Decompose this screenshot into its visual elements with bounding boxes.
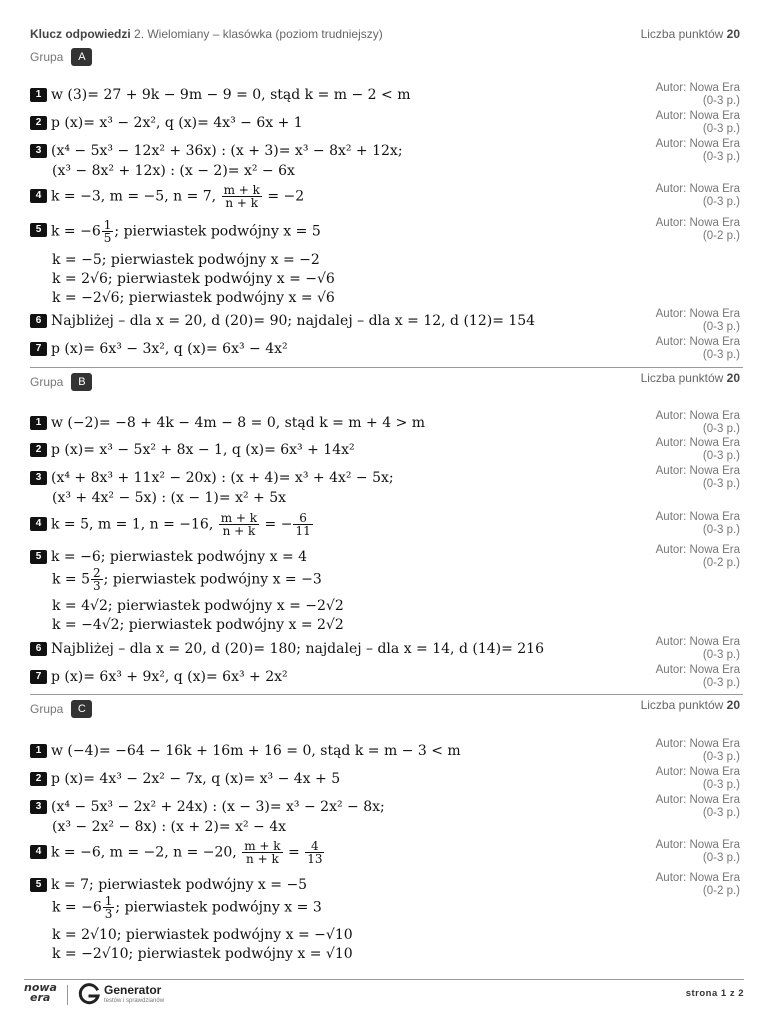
question-number: 2	[30, 443, 47, 457]
generator-logo-icon	[77, 982, 101, 1006]
author-info: Autor: Nowa Era (0-2 p.)	[655, 872, 740, 897]
page-header	[30, 27, 740, 43]
answer-text: k = 4√2; pierwiastek podwójny x = −2√2	[52, 598, 344, 614]
answer-text: k = 2√10; pierwiastek podwójny x = −√10	[52, 927, 353, 943]
fraction: $\frac{4}{13}$	[307, 839, 323, 866]
answer-text: (x³ + 4x² − 5x) : (x − 1)= x² + 5x	[52, 490, 287, 506]
answer-text: k = 7; pierwiastek podwójny x = −5	[51, 877, 308, 893]
brand-name: Generator	[104, 983, 162, 997]
author-info: Autor: Nowa Era (0-3 p.)	[655, 138, 740, 163]
answer-text: (x³ − 2x² − 8x) : (x + 2)= x² − 4x	[52, 819, 287, 835]
answer-text: k = 5 $\frac{2}{3}$ ; pierwiastek podwójny x = −3	[52, 566, 322, 593]
question-number: 4	[30, 845, 47, 859]
group-label: Grupa B	[30, 373, 92, 391]
question-number: 7	[30, 342, 47, 356]
answer-text: w (−2)= −8 + 4k − 4m − 8 = 0, stąd k = m + 4 > m	[51, 415, 426, 431]
answer-text: w (3)= 27 + 9k − 9m − 9 = 0, stąd k = m − 2 < m	[51, 87, 411, 103]
author-info: Autor: Nowa Era (0-3 p.)	[655, 636, 740, 661]
answer-text: k = −6 $\frac{1}{5}$ ; pierwiastek podwójny x = 5	[51, 218, 321, 245]
answer-text: p (x)= 4x³ − 2x² − 7x, q (x)= x³ − 4x + 5	[51, 771, 341, 787]
answer-text: (x³ − 8x² + 12x) : (x − 2)= x² − 6x	[52, 163, 295, 179]
fraction: $\frac{2}{3}$	[93, 566, 101, 593]
author-info: Autor: Nowa Era (0-3 p.)	[655, 465, 740, 490]
answer-text: Najbliżej – dla x = 20, d (20)= 90; najdalej – dla x = 12, d (12)= 154	[51, 313, 536, 329]
question-number: 4	[30, 517, 47, 531]
fraction: $\frac{m + k}{n + k}$	[220, 511, 258, 538]
group-badge: B	[71, 373, 92, 391]
answer-text: w (−4)= −64 − 16k + 16m + 16 = 0, stąd k = m − 3 < m	[51, 743, 461, 759]
points-total: Liczba punktów 20	[640, 371, 740, 385]
answer-text: p (x)= x³ − 2x², q (x)= 4x³ − 6x + 1	[51, 115, 303, 131]
author-info: Autor: Nowa Era (0-3 p.)	[655, 110, 740, 135]
fraction: $\frac{m + k}{n + k}$	[223, 183, 260, 210]
answer-text: (x⁴ − 5x³ − 2x² + 24x) : (x − 3)= x³ − 2x² − 8x;	[51, 799, 385, 815]
answer-text: k = −6, m = −2, n = −20, $\frac{m + k}{n + k}$ = $\frac{4}{13}$	[51, 839, 323, 866]
brand-subtitle: testów i sprawdzianów	[104, 998, 165, 1004]
answer-text: k = −2√6; pierwiastek podwójny x = √6	[52, 290, 335, 306]
answer-text: (x⁴ + 8x³ + 11x² − 20x) : (x + 4)= x³ + 4x² − 5x;	[51, 470, 394, 486]
answer-text: k = −2√10; pierwiastek podwójny x = √10	[52, 946, 353, 962]
fraction: $\frac{6}{11}$	[295, 511, 311, 538]
fraction: $\frac{m + k}{n + k}$	[244, 839, 281, 866]
question-number: 5	[30, 550, 47, 564]
author-info: Autor: Nowa Era (0-3 p.)	[655, 183, 740, 208]
answer-text: (x⁴ − 5x³ − 12x² + 36x) : (x + 3)= x³ − 8x² + 12x;	[51, 143, 403, 159]
group-badge: C	[71, 700, 92, 718]
question-number: 1	[30, 416, 47, 430]
answer-text: Najbliżej – dla x = 20, d (20)= 180; najdalej – dla x = 14, d (14)= 216	[51, 641, 545, 657]
group-label: Grupa A	[30, 48, 92, 66]
answer-text: p (x)= x³ − 5x² + 8x − 1, q (x)= 6x³ + 14x²	[51, 442, 355, 458]
author-info: Autor: Nowa Era (0-3 p.)	[655, 437, 740, 462]
question-number: 4	[30, 189, 47, 203]
points-total: Liczba punktów 20	[640, 27, 740, 41]
author-info: Autor: Nowa Era (0-3 p.)	[655, 336, 740, 361]
answer-text: k = 5, m = 1, n = −16, $\frac{m + k}{n + k}$ = − $\frac{6}{11}$	[51, 511, 311, 538]
question-number: 6	[30, 314, 47, 328]
group-label: Grupa C	[30, 700, 92, 718]
author-info: Autor: Nowa Era (0-3 p.)	[655, 766, 740, 791]
answer-text: k = −3, m = −5, n = 7, $\frac{m + k}{n + k}$ = −2	[51, 183, 305, 210]
question-number: 5	[30, 878, 47, 892]
author-info: Autor: Nowa Era (0-3 p.)	[655, 82, 740, 107]
author-info: Autor: Nowa Era (0-3 p.)	[655, 511, 740, 536]
group-divider	[30, 694, 743, 695]
logo-divider	[67, 985, 68, 1005]
author-info: Autor: Nowa Era (0-2 p.)	[655, 544, 740, 569]
fraction: $\frac{1}{5}$	[103, 218, 112, 245]
answer-text: k = −5; pierwiastek podwójny x = −2	[52, 252, 320, 268]
author-info: Autor: Nowa Era (0-3 p.)	[655, 839, 740, 864]
question-number: 7	[30, 670, 47, 684]
fraction: $\frac{1}{3}$	[104, 894, 113, 921]
document-title: Klucz odpowiedzi 2. Wielomiany – klasówka (poziom trudniejszy)	[30, 27, 383, 41]
answer-text: k = 2√6; pierwiastek podwójny x = −√6	[52, 271, 335, 287]
author-info: Autor: Nowa Era (0-3 p.)	[655, 794, 740, 819]
page-number: strona 1 z 2	[685, 988, 744, 999]
answer-text: p (x)= 6x³ − 3x², q (x)= 6x³ − 4x²	[51, 341, 288, 357]
footer-divider	[24, 979, 744, 980]
author-info: Autor: Nowa Era (0-3 p.)	[655, 410, 740, 435]
question-number: 3	[30, 471, 47, 485]
question-number: 6	[30, 642, 47, 656]
question-number: 2	[30, 772, 47, 786]
question-number: 1	[30, 744, 47, 758]
answer-text: k = −6; pierwiastek podwójny x = 4	[51, 549, 308, 565]
question-number: 5	[30, 223, 47, 237]
author-info: Autor: Nowa Era (0-3 p.)	[655, 664, 740, 689]
answer-text: k = −4√2; pierwiastek podwójny x = 2√2	[52, 617, 344, 633]
question-number: 2	[30, 116, 47, 130]
author-info: Autor: Nowa Era (0-2 p.)	[655, 217, 740, 242]
author-info: Autor: Nowa Era (0-3 p.)	[655, 308, 740, 333]
author-info: Autor: Nowa Era (0-3 p.)	[655, 738, 740, 763]
question-number: 3	[30, 144, 47, 158]
group-divider	[30, 367, 743, 368]
question-number: 3	[30, 800, 47, 814]
answer-text: k = −6 $\frac{1}{3}$ ; pierwiastek podwójny x = 3	[52, 894, 322, 921]
answer-text: p (x)= 6x³ + 9x², q (x)= 6x³ + 2x²	[51, 669, 288, 685]
group-badge: A	[71, 48, 92, 66]
nowa-era-logo: nowa era	[24, 981, 57, 1004]
question-number: 1	[30, 88, 47, 102]
points-total: Liczba punktów 20	[640, 698, 740, 712]
